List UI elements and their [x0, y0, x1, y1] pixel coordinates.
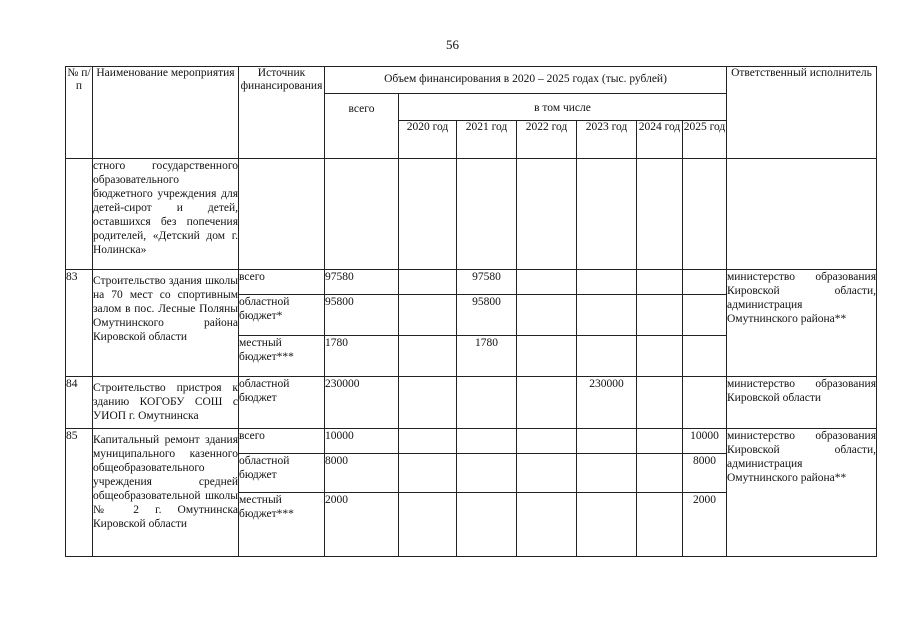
value-cell — [637, 270, 683, 295]
value-cell — [637, 493, 683, 557]
value-cell: 8000 — [683, 454, 727, 493]
row-number: 83 — [66, 270, 93, 377]
table-row — [66, 377, 877, 429]
header-name: Наименование мероприятия — [93, 67, 239, 159]
value-cell: 10000 — [683, 429, 727, 454]
total-cell: 8000 — [325, 454, 399, 493]
total-cell: 2000 — [325, 493, 399, 557]
table-row — [66, 270, 877, 295]
page-number: 56 — [446, 37, 459, 52]
header-year-2023: 2023 год — [577, 121, 637, 159]
total-cell: 10000 — [325, 429, 399, 454]
source-cell: местный бюджет*** — [239, 493, 325, 557]
value-cell — [399, 493, 457, 557]
total-cell: 97580 — [325, 270, 399, 295]
header-year-2021: 2021 год — [457, 121, 517, 159]
value-cell: 95800 — [457, 295, 517, 336]
value-cell — [457, 429, 517, 454]
value-cell — [683, 377, 727, 429]
source-cell: всего — [239, 429, 325, 454]
source-cell: областной бюджет — [239, 377, 325, 429]
value-cell — [637, 377, 683, 429]
value-cell — [683, 295, 727, 336]
value-cell — [517, 377, 577, 429]
header-year-2025: 2025 год — [683, 121, 727, 159]
value-cell — [683, 270, 727, 295]
responsible-cell: министерство образования Кировской области, администрация Омутнинского района** — [727, 270, 877, 377]
value-cell — [517, 270, 577, 295]
source-cell: областной бюджет* — [239, 295, 325, 336]
header-num: № п/п — [66, 67, 93, 159]
row-name: Строительство пристроя к зданию КОГОБУ СОШ с УИОП г. Омутнинска — [93, 377, 239, 429]
row-name: Капитальный ремонт здания муниципального казенного общеобразовательного учреждения средней общеобразовательной школы № 2 г. Омутнинска Кировской области — [93, 429, 239, 557]
responsible-cell: министерство образования Кировской области — [727, 377, 877, 429]
value-cell — [577, 270, 637, 295]
header-year-2020: 2020 год — [399, 121, 457, 159]
value-cell — [637, 454, 683, 493]
total-cell: 230000 — [325, 377, 399, 429]
financing-table — [65, 66, 877, 557]
value-cell — [457, 377, 517, 429]
value-cell: 2000 — [683, 493, 727, 557]
source-cell: всего — [239, 270, 325, 295]
value-cell — [577, 295, 637, 336]
value-cell — [517, 336, 577, 377]
header-source: Источник финансирования — [239, 67, 325, 159]
row-number: 84 — [66, 377, 93, 429]
header-year-2024: 2024 год — [637, 121, 683, 159]
value-cell — [517, 493, 577, 557]
value-cell — [577, 454, 637, 493]
value-cell — [577, 336, 637, 377]
value-cell — [399, 454, 457, 493]
value-cell: 1780 — [457, 336, 517, 377]
value-cell: 97580 — [457, 270, 517, 295]
responsible-cell: министерство образования Кировской области, администрация Омутнинского района** — [727, 429, 877, 557]
value-cell — [399, 377, 457, 429]
total-cell: 1780 — [325, 336, 399, 377]
table-row — [66, 429, 877, 454]
value-cell — [457, 454, 517, 493]
value-cell — [637, 295, 683, 336]
header-year-2022: 2022 год — [517, 121, 577, 159]
continuation-name: стного государственного образовательного бюджетного учреждения для детей-сирот и детей, оставшихся без попечения родителей, «Детский дом г. Нолинска» — [93, 159, 239, 270]
value-cell — [637, 429, 683, 454]
value-cell — [683, 336, 727, 377]
value-cell — [517, 454, 577, 493]
source-cell: местный бюджет*** — [239, 336, 325, 377]
value-cell — [517, 295, 577, 336]
value-cell — [457, 493, 517, 557]
row-name: Строительство здания школы на 70 мест со спортивным залом в пос. Лесные Поляны Омутнинского района Кировской области — [93, 270, 239, 377]
header-total: всего — [325, 94, 399, 159]
value-cell: 230000 — [577, 377, 637, 429]
value-cell — [577, 493, 637, 557]
continuation-num — [66, 159, 93, 270]
value-cell — [399, 295, 457, 336]
row-number: 85 — [66, 429, 93, 557]
value-cell — [577, 429, 637, 454]
header-responsible: Ответственный исполнитель — [727, 67, 877, 159]
value-cell — [517, 429, 577, 454]
source-cell: областной бюджет — [239, 454, 325, 493]
header-volume: Объем финансирования в 2020 – 2025 годах (тыс. рублей) — [325, 67, 727, 94]
value-cell — [399, 429, 457, 454]
table-row — [66, 159, 877, 270]
value-cell — [399, 270, 457, 295]
header-including: в том числе — [399, 94, 727, 121]
value-cell — [399, 336, 457, 377]
value-cell — [637, 336, 683, 377]
total-cell: 95800 — [325, 295, 399, 336]
